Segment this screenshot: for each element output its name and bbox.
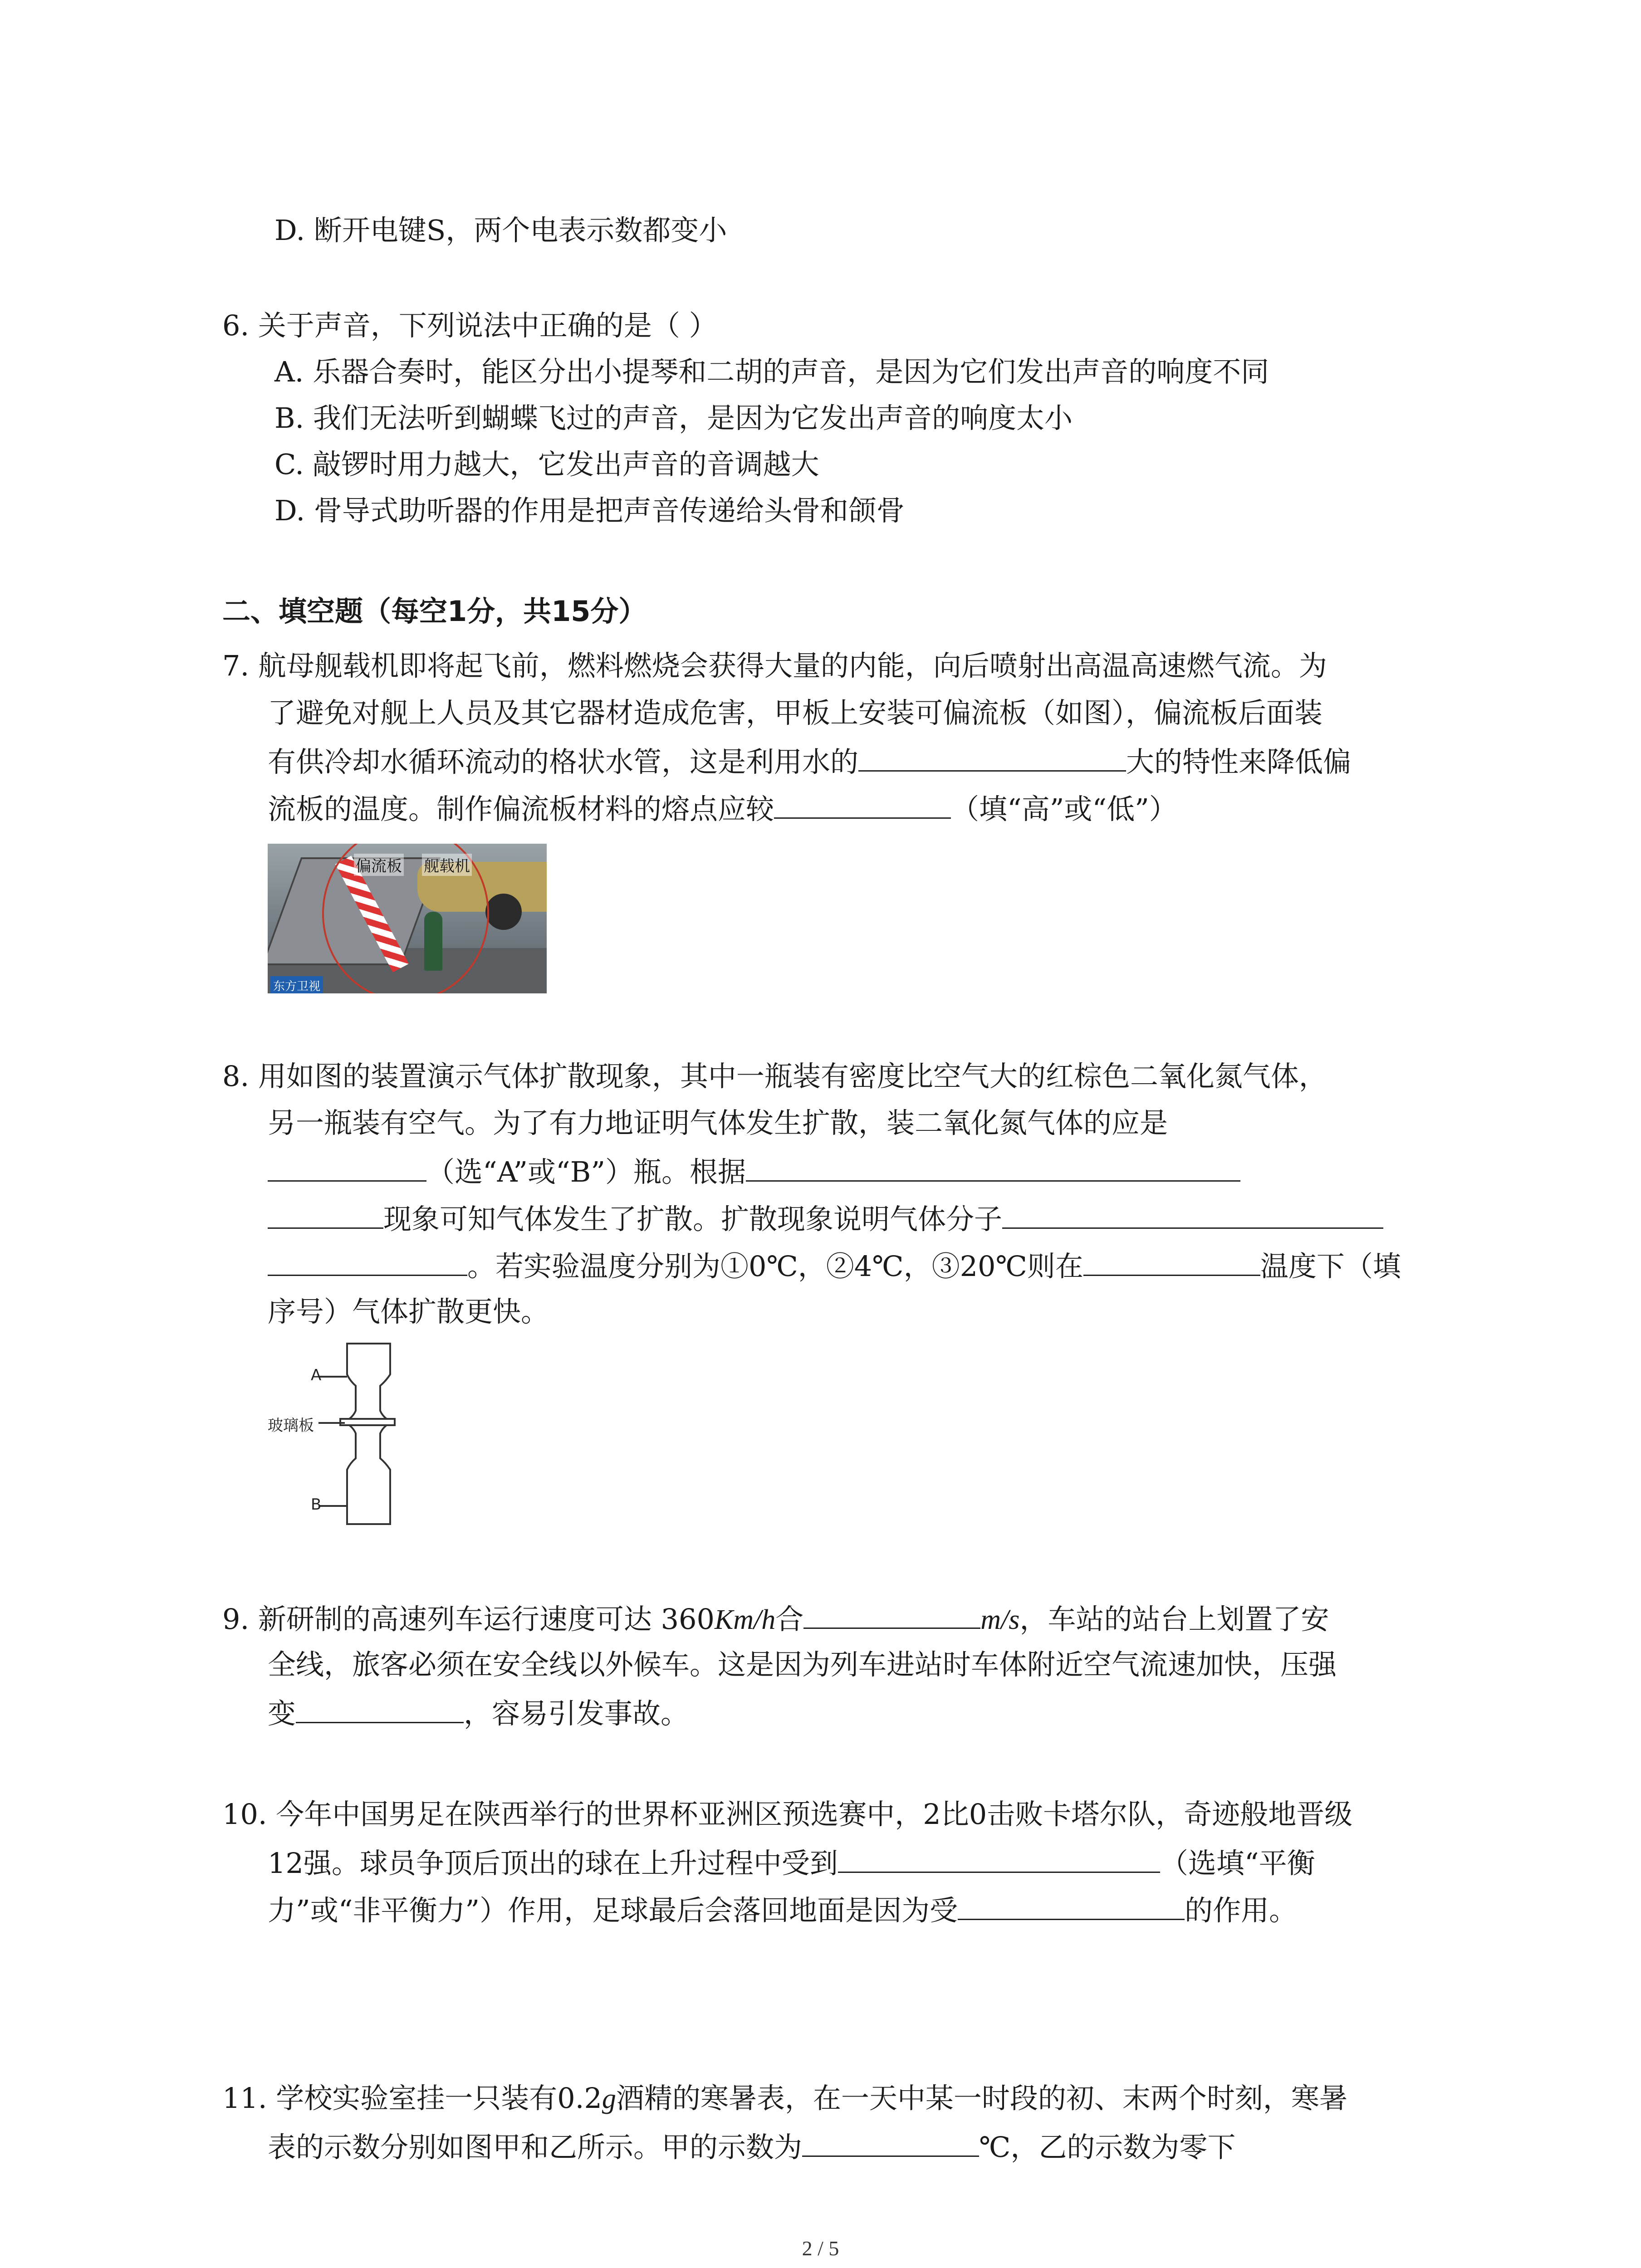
- q11-line-2b: ℃，乙的示数为零下: [979, 2131, 1236, 2164]
- bottle-a: [347, 1344, 390, 1419]
- q10-blank-1[interactable]: [838, 1844, 1160, 1873]
- q9-line-2: 全线，旅客必须在安全线以外候车。这是因为列车进站时车体附近空气流速加快，压强: [268, 1648, 1337, 1681]
- q9-line-1b: 合: [775, 1603, 804, 1636]
- q11-line-1: [222, 2081, 1347, 2116]
- q11-line-2a: 表的示数分别如图甲和乙所示。甲的示数为: [268, 2131, 803, 2164]
- q7-blank-1[interactable]: [858, 743, 1126, 772]
- q10-line-1: 10. 今年中国男足在陕西举行的世界杯亚洲区预选赛中，2比0击败卡塔尔队，奇迹般地晋级: [222, 1798, 1353, 1831]
- q9-blank-1[interactable]: [803, 1600, 980, 1629]
- q11-line-2: [268, 2128, 1235, 2165]
- bottle-diagram: [268, 1343, 413, 1542]
- q8-blank-3b[interactable]: [268, 1247, 467, 1276]
- q7-line-3a: 有供冷却水循环流动的格状水管，这是利用水的: [268, 745, 859, 778]
- q9-unit-ms: m/s: [980, 1604, 1020, 1635]
- q6-option-b: B. 我们无法听到蝴蝶飞过的声音，是因为它发出声音的响度太小: [274, 401, 1073, 435]
- page-number: 2 / 5: [802, 2237, 839, 2260]
- q10-line-3b: 的作用。: [1185, 1894, 1298, 1927]
- q9-line-3b: ，容易引发事故。: [464, 1697, 689, 1730]
- q7-line-2: 了避免对舰上人员及其它器材造成危害，甲板上安装可偏流板（如图），偏流板后面装: [268, 696, 1323, 729]
- q8-line-4: [268, 1200, 1383, 1237]
- q8-blank-1[interactable]: [268, 1153, 426, 1182]
- q7-line-4: [268, 790, 1177, 826]
- deflector-photo: [268, 844, 547, 993]
- diagram-label-glass: 玻璃板: [268, 1417, 314, 1435]
- q5-option-d: D. 断开电键S，两个电表示数都变小: [274, 214, 727, 247]
- q10-line-2b: （选填“平衡: [1160, 1847, 1315, 1880]
- q6-option-a: A. 乐器合奏时，能区分出小提琴和二胡的声音，是因为它们发出声音的响度不同: [274, 355, 1269, 388]
- q8-line-5: [268, 1247, 1401, 1284]
- q9-blank-2[interactable]: [296, 1695, 464, 1723]
- q11-blank-1[interactable]: [802, 2128, 979, 2157]
- q9-unit-kmh: Km/h: [714, 1604, 776, 1635]
- photo-label-plate: 偏流板: [354, 854, 404, 876]
- q11-line-1a: 11. 学校实验室挂一只装有0.2: [222, 2082, 602, 2115]
- photo-label-plane: 舰载机: [422, 854, 472, 876]
- q9-line-3: [268, 1695, 689, 1731]
- q8-line-3-text: （选“A”或“B”）瓶。根据: [426, 1155, 746, 1188]
- glass-plate: [340, 1419, 395, 1425]
- q6-stem: 6. 关于声音，下列说法中正确的是（ ）: [222, 309, 717, 342]
- q8-line-3: [268, 1153, 1240, 1189]
- q8-blank-2a[interactable]: [746, 1153, 1240, 1182]
- bottle-b: [347, 1425, 390, 1524]
- q10-line-3a: 力”或“非平衡力”）作用，足球最后会落回地面是因为受: [268, 1894, 958, 1927]
- q9-line-1: [222, 1600, 1329, 1637]
- q10-line-3: [268, 1892, 1297, 1928]
- section-heading: 二、填空题（每空1分，共15分）: [222, 595, 647, 628]
- q10-line-2a: 12强。球员争顶后顶出的球在上升过程中受到: [268, 1847, 838, 1880]
- q7-line-3: [268, 743, 1351, 779]
- q7-line-3b: 大的特性来降低偏: [1126, 745, 1352, 778]
- q7-line-4a: 流板的温度。制作偏流板材料的熔点应较: [268, 792, 774, 826]
- q8-line-5b: 温度下（填: [1260, 1250, 1401, 1283]
- q8-blank-3a[interactable]: [1002, 1200, 1383, 1229]
- q8-line-6: 序号）气体扩散更快。: [268, 1295, 549, 1328]
- q7-line-1: 7. 航母舰载机即将起飞前，燃料燃烧会获得大量的内能，向后喷射出高温高速燃气流。为: [222, 649, 1327, 682]
- q8-line-2: 另一瓶装有空气。为了有力地证明气体发生扩散，装二氧化氮气体的应是: [268, 1106, 1168, 1139]
- q7-line-4b: （填“高”或“低”）: [951, 792, 1177, 826]
- q9-line-1a: 9. 新研制的高速列车运行速度可达 360: [222, 1603, 715, 1636]
- photo-wheel: [485, 894, 522, 930]
- q9-line-1c: ，车站的站台上划置了安: [1019, 1603, 1329, 1636]
- q7-blank-2[interactable]: [774, 790, 951, 819]
- diagram-label-a: A: [311, 1366, 322, 1384]
- diagram-label-b: B: [311, 1496, 322, 1514]
- q8-blank-2b[interactable]: [268, 1200, 383, 1229]
- bottle-diagram-svg: [268, 1343, 413, 1542]
- q6-option-d: D. 骨导式助听器的作用是把声音传递给头骨和颌骨: [274, 494, 905, 527]
- q10-blank-2[interactable]: [958, 1892, 1185, 1920]
- q8-blank-4[interactable]: [1083, 1247, 1260, 1276]
- q8-line-5a: 。若实验温度分别为①0℃，②4℃，③20℃则在: [467, 1250, 1083, 1283]
- q8-line-4-text: 现象可知气体发生了扩散。扩散现象说明气体分子: [383, 1202, 1003, 1236]
- q6-option-c: C. 敲锣时用力越大，它发出声音的音调越大: [274, 448, 819, 481]
- q9-line-3a: 变: [268, 1697, 296, 1730]
- q11-line-1b: 酒精的寒暑表，在一天中某一时段的初、末两个时刻，寒暑: [616, 2082, 1347, 2115]
- q10-line-2: [268, 1844, 1315, 1881]
- q8-line-1: 8. 用如图的装置演示气体扩散现象，其中一瓶装有密度比空气大的红棕色二氧化氮气体，: [222, 1060, 1327, 1093]
- photo-logo: 东方卫视: [270, 976, 323, 993]
- q11-unit-g: g: [602, 2083, 616, 2114]
